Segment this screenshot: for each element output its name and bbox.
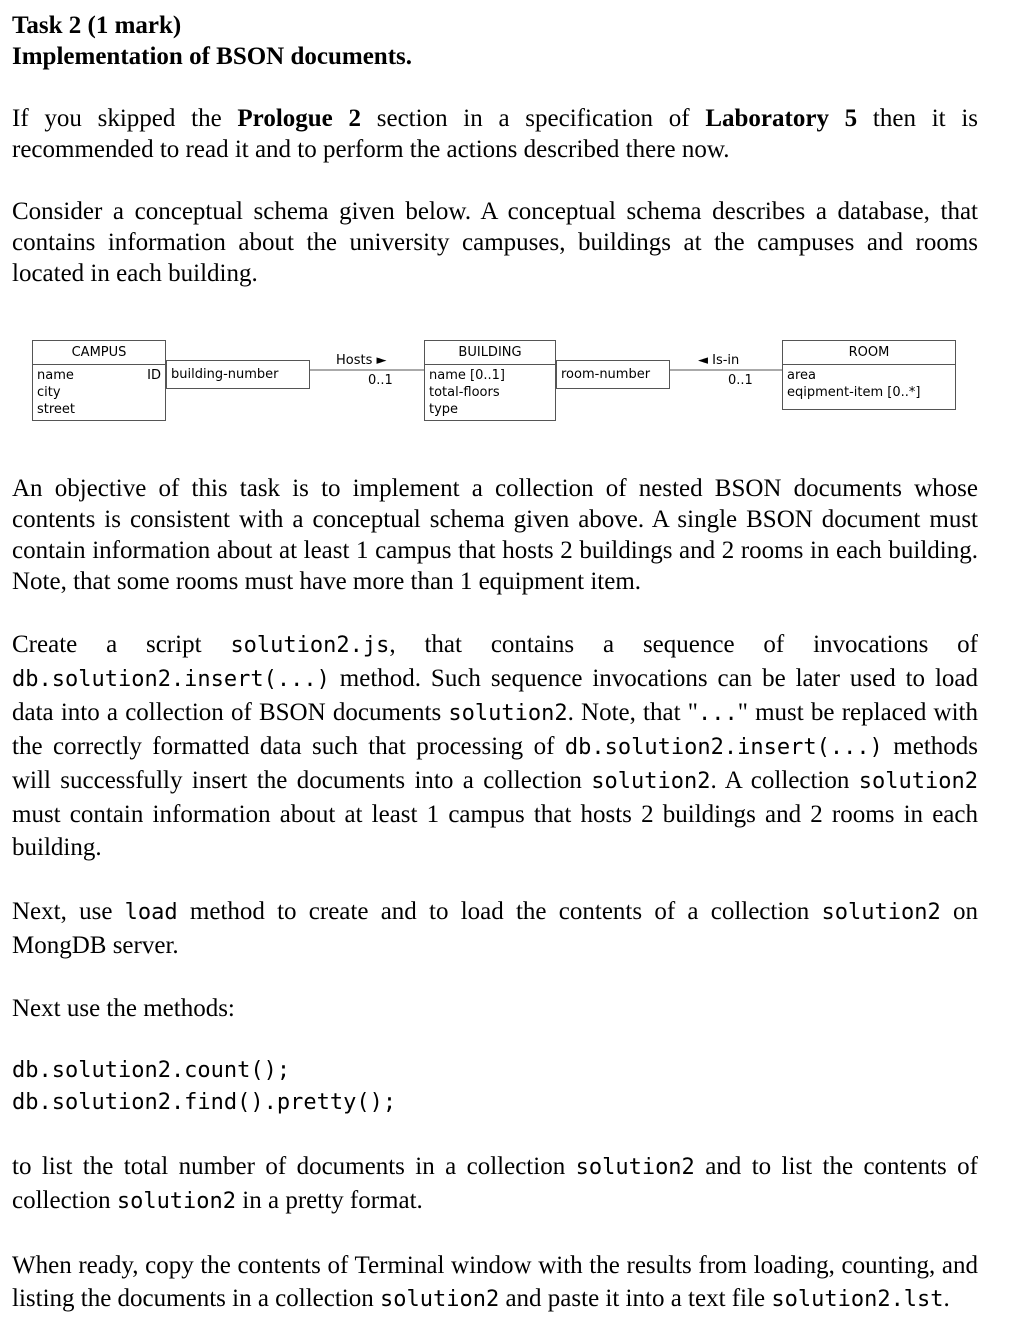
- paragraph-copy-terminal: When ready, copy the contents of Terminal window with the results from loading, counting, and listing the documents in a collection solution2 and paste it into a text file solution2.lst.: [12, 1252, 978, 1312]
- entity-campus-name: CAMPUS: [33, 341, 165, 365]
- campus-attr-street: street: [37, 402, 76, 417]
- building-attr-total-floors: total-floors: [429, 385, 500, 400]
- task-subtitle: Implementation of BSON documents.: [12, 43, 413, 70]
- qualifier-room-number: room-number: [556, 360, 670, 389]
- entity-campus: [32, 340, 166, 421]
- building-attr-name: name [0..1]: [429, 368, 505, 383]
- paragraph-create-script: Create a script solution2.js, that contains a sequence of invocations of db.solution2.insert(...) method. Such sequence invocations can be later used to load data into a collection of BSON documents solution2. Note, that "..." must be replaced with the correctly formatted data such that processing of db.solution2.insert(...) methods will successfully insert the documents into a collection solution2. A collection solution2 must contain information about at least 1 campus that hosts 2 buildings and 2 rooms in each building.: [12, 631, 979, 861]
- paragraph-next-methods: Next use the methods:: [12, 995, 235, 1022]
- entity-building-name: BUILDING: [425, 341, 555, 365]
- campus-attr-city: city: [37, 385, 61, 400]
- code-count: db.solution2.count();: [12, 1058, 291, 1083]
- paragraph-list: to list the total number of documents in a collection solution2 and to list the contents of collection solution2 in a pretty format.: [12, 1153, 978, 1214]
- campus-id-marker: ID: [147, 368, 161, 383]
- entity-building: [424, 340, 556, 421]
- entity-room-name: ROOM: [783, 341, 955, 365]
- campus-attr-name: name: [37, 368, 74, 383]
- room-attr-area: area: [787, 368, 816, 383]
- task-title: Task 2 (1 mark): [12, 12, 182, 39]
- paragraph-prologue: If you skipped the Prologue 2 section in a specification of Laboratory 5 then it is recommended to read it and to perform the actions described there now.: [12, 105, 979, 163]
- association-hosts-multiplicity: 0..1: [368, 373, 393, 388]
- building-attr-type: type: [429, 402, 459, 417]
- association-is-in-label: ◄ Is-in: [698, 353, 740, 368]
- code-find-pretty: db.solution2.find().pretty();: [12, 1090, 397, 1115]
- association-is-in-multiplicity: 0..1: [728, 373, 753, 388]
- association-hosts-label: Hosts ►: [336, 353, 387, 368]
- entity-room: [782, 340, 956, 410]
- paragraph-objective: An objective of this task is to implement a collection of nested BSON documents whose contents is consistent with a conceptual schema given above. A single BSON document must contain information about at least 1 campus that hosts 2 buildings and 2 rooms in each building. Note, that some rooms must have more than 1 equipment item.: [12, 475, 978, 595]
- paragraph-schema-intro: Consider a conceptual schema given below. A conceptual schema describes a database, that contains information about the university campuses, buildings at the campuses and rooms located in each building.: [12, 198, 978, 287]
- paragraph-load: Next, use load method to create and to load the contents of a collection solution2 on MongDB server.: [12, 898, 979, 959]
- conceptual-schema-diagram: [32, 340, 962, 425]
- qualifier-building-number: building-number: [166, 360, 310, 389]
- task-document: [12, 10, 978, 1316]
- room-attr-equipment-item: eqipment-item [0..*]: [787, 385, 921, 400]
